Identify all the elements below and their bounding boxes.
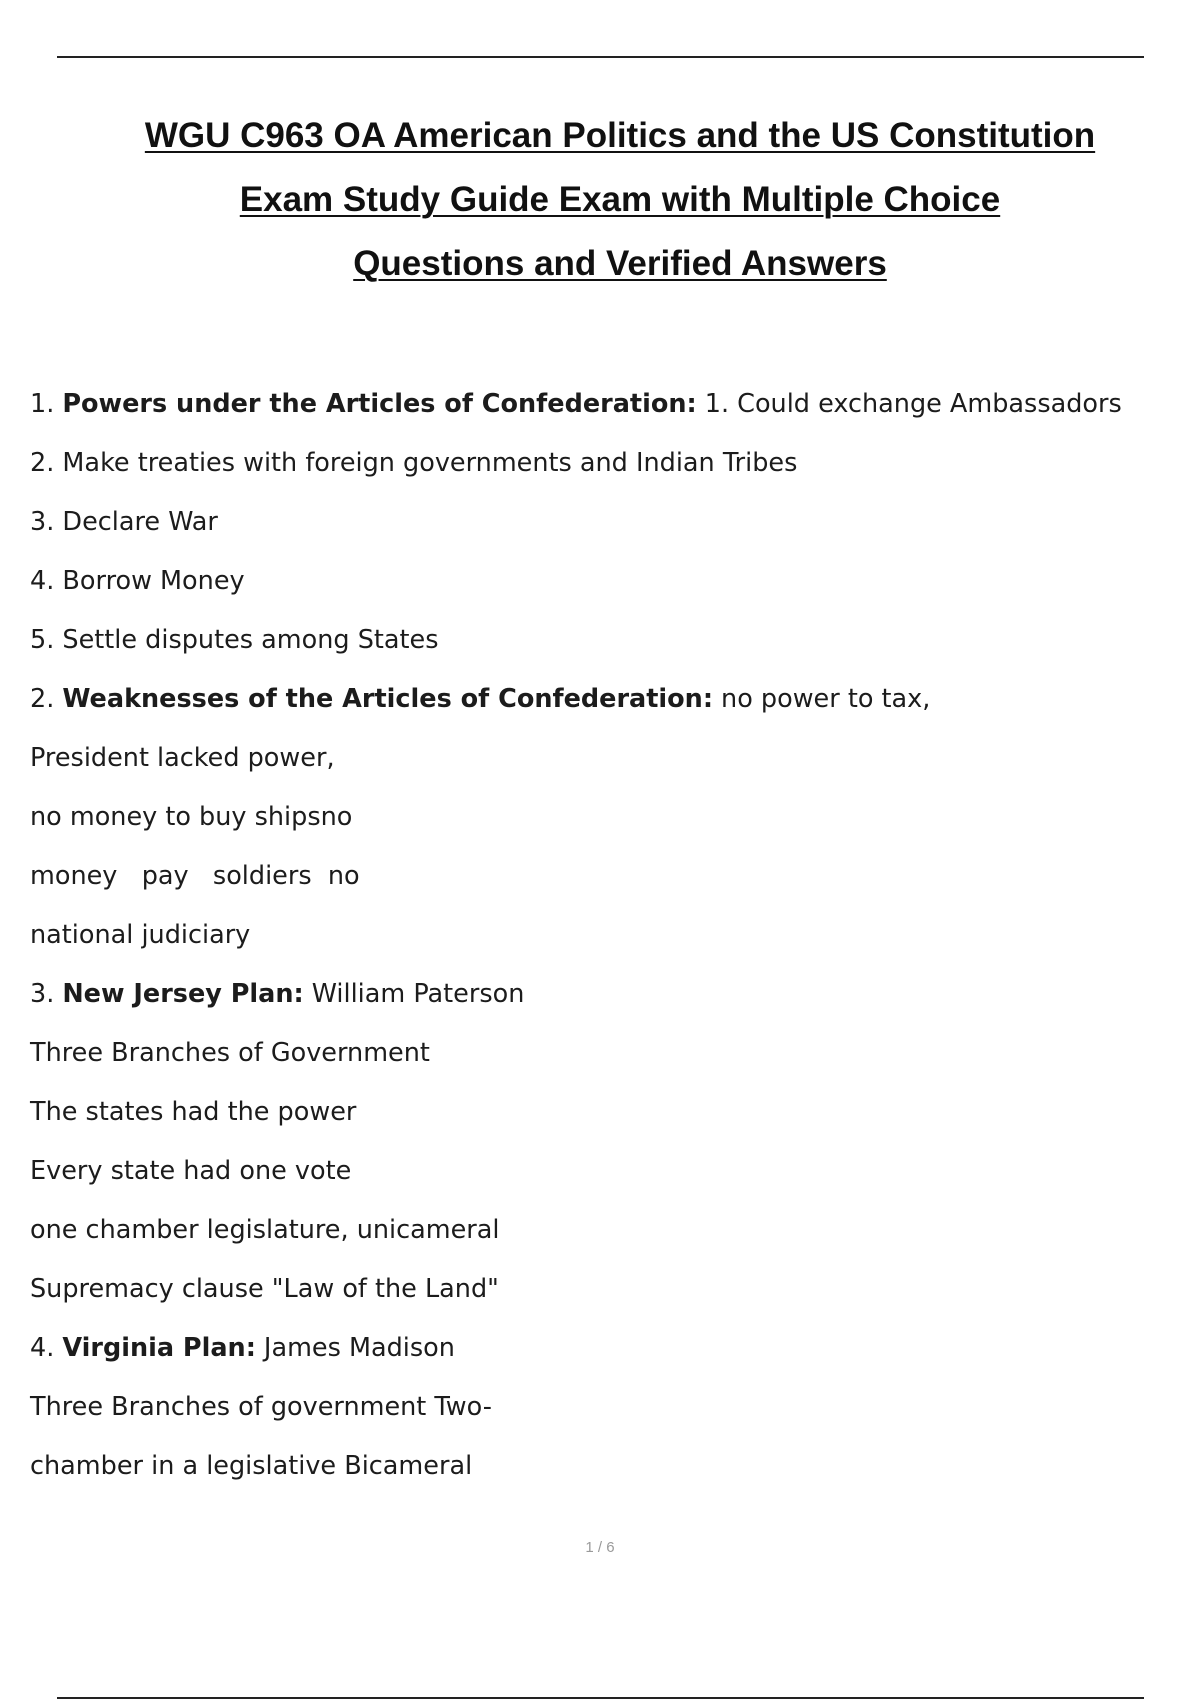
item-answer-line: 1. Could exchange Ambassadors [704, 389, 1122, 419]
item-answer-line: James Madison [263, 1333, 455, 1363]
item-heading [30, 670, 1150, 729]
item-answer-line: The states had the power [30, 1097, 357, 1127]
document-title [90, 104, 1150, 296]
item-heading [30, 1319, 1150, 1378]
item-answer-line: 5. Settle disputes among States [30, 625, 439, 655]
item-answer-line: President lacked power, [30, 743, 335, 773]
study-guide-content [30, 375, 1150, 1496]
item-answer-line: 3. Declare War [30, 507, 218, 537]
item-answer-line: Supremacy clause "Law of the Land" [30, 1274, 499, 1304]
title-line: Exam Study Guide Exam with Multiple Choice [239, 180, 1001, 219]
item-answer-line: 4. Borrow Money [30, 566, 245, 596]
item-answer-line: money pay soldiers no [30, 861, 360, 891]
page-indicator: 1 / 6 [585, 1539, 615, 1556]
item-number: 2. [30, 684, 55, 714]
item-number: 3. [30, 979, 55, 1009]
item-term: Powers under the Articles of Confederation: [62, 389, 697, 419]
item-answer-line: national judiciary [30, 920, 251, 950]
item-number: 1. [30, 389, 55, 419]
item-answer-line: one chamber legislature, unicameral [30, 1215, 500, 1245]
top-rule [57, 56, 1144, 58]
item-term: Weaknesses of the Articles of Confederation: [62, 684, 714, 714]
item-term: New Jersey Plan: [62, 979, 304, 1009]
item-answer-line: Three Branches of government Two- [30, 1392, 492, 1422]
item-heading [30, 965, 1150, 1024]
item-number: 4. [30, 1333, 55, 1363]
item-answer-line: 2. Make treaties with foreign governments and Indian Tribes [30, 448, 798, 478]
item-answer-line: no power to tax, [721, 684, 931, 714]
item-answer-line: chamber in a legislative Bicameral [30, 1451, 473, 1481]
item-answer-line: no money to buy shipsno [30, 802, 353, 832]
item-heading [30, 375, 1150, 434]
item-term: Virginia Plan: [62, 1333, 256, 1363]
title-line: WGU C963 OA American Politics and the US Constitution [144, 116, 1096, 155]
bottom-rule [57, 1697, 1144, 1699]
title-line: Questions and Verified Answers [353, 244, 887, 283]
item-answer-line: William Paterson [311, 979, 525, 1009]
item-answer-line: Every state had one vote [30, 1156, 352, 1186]
item-answer-line: Three Branches of Government [30, 1038, 430, 1068]
